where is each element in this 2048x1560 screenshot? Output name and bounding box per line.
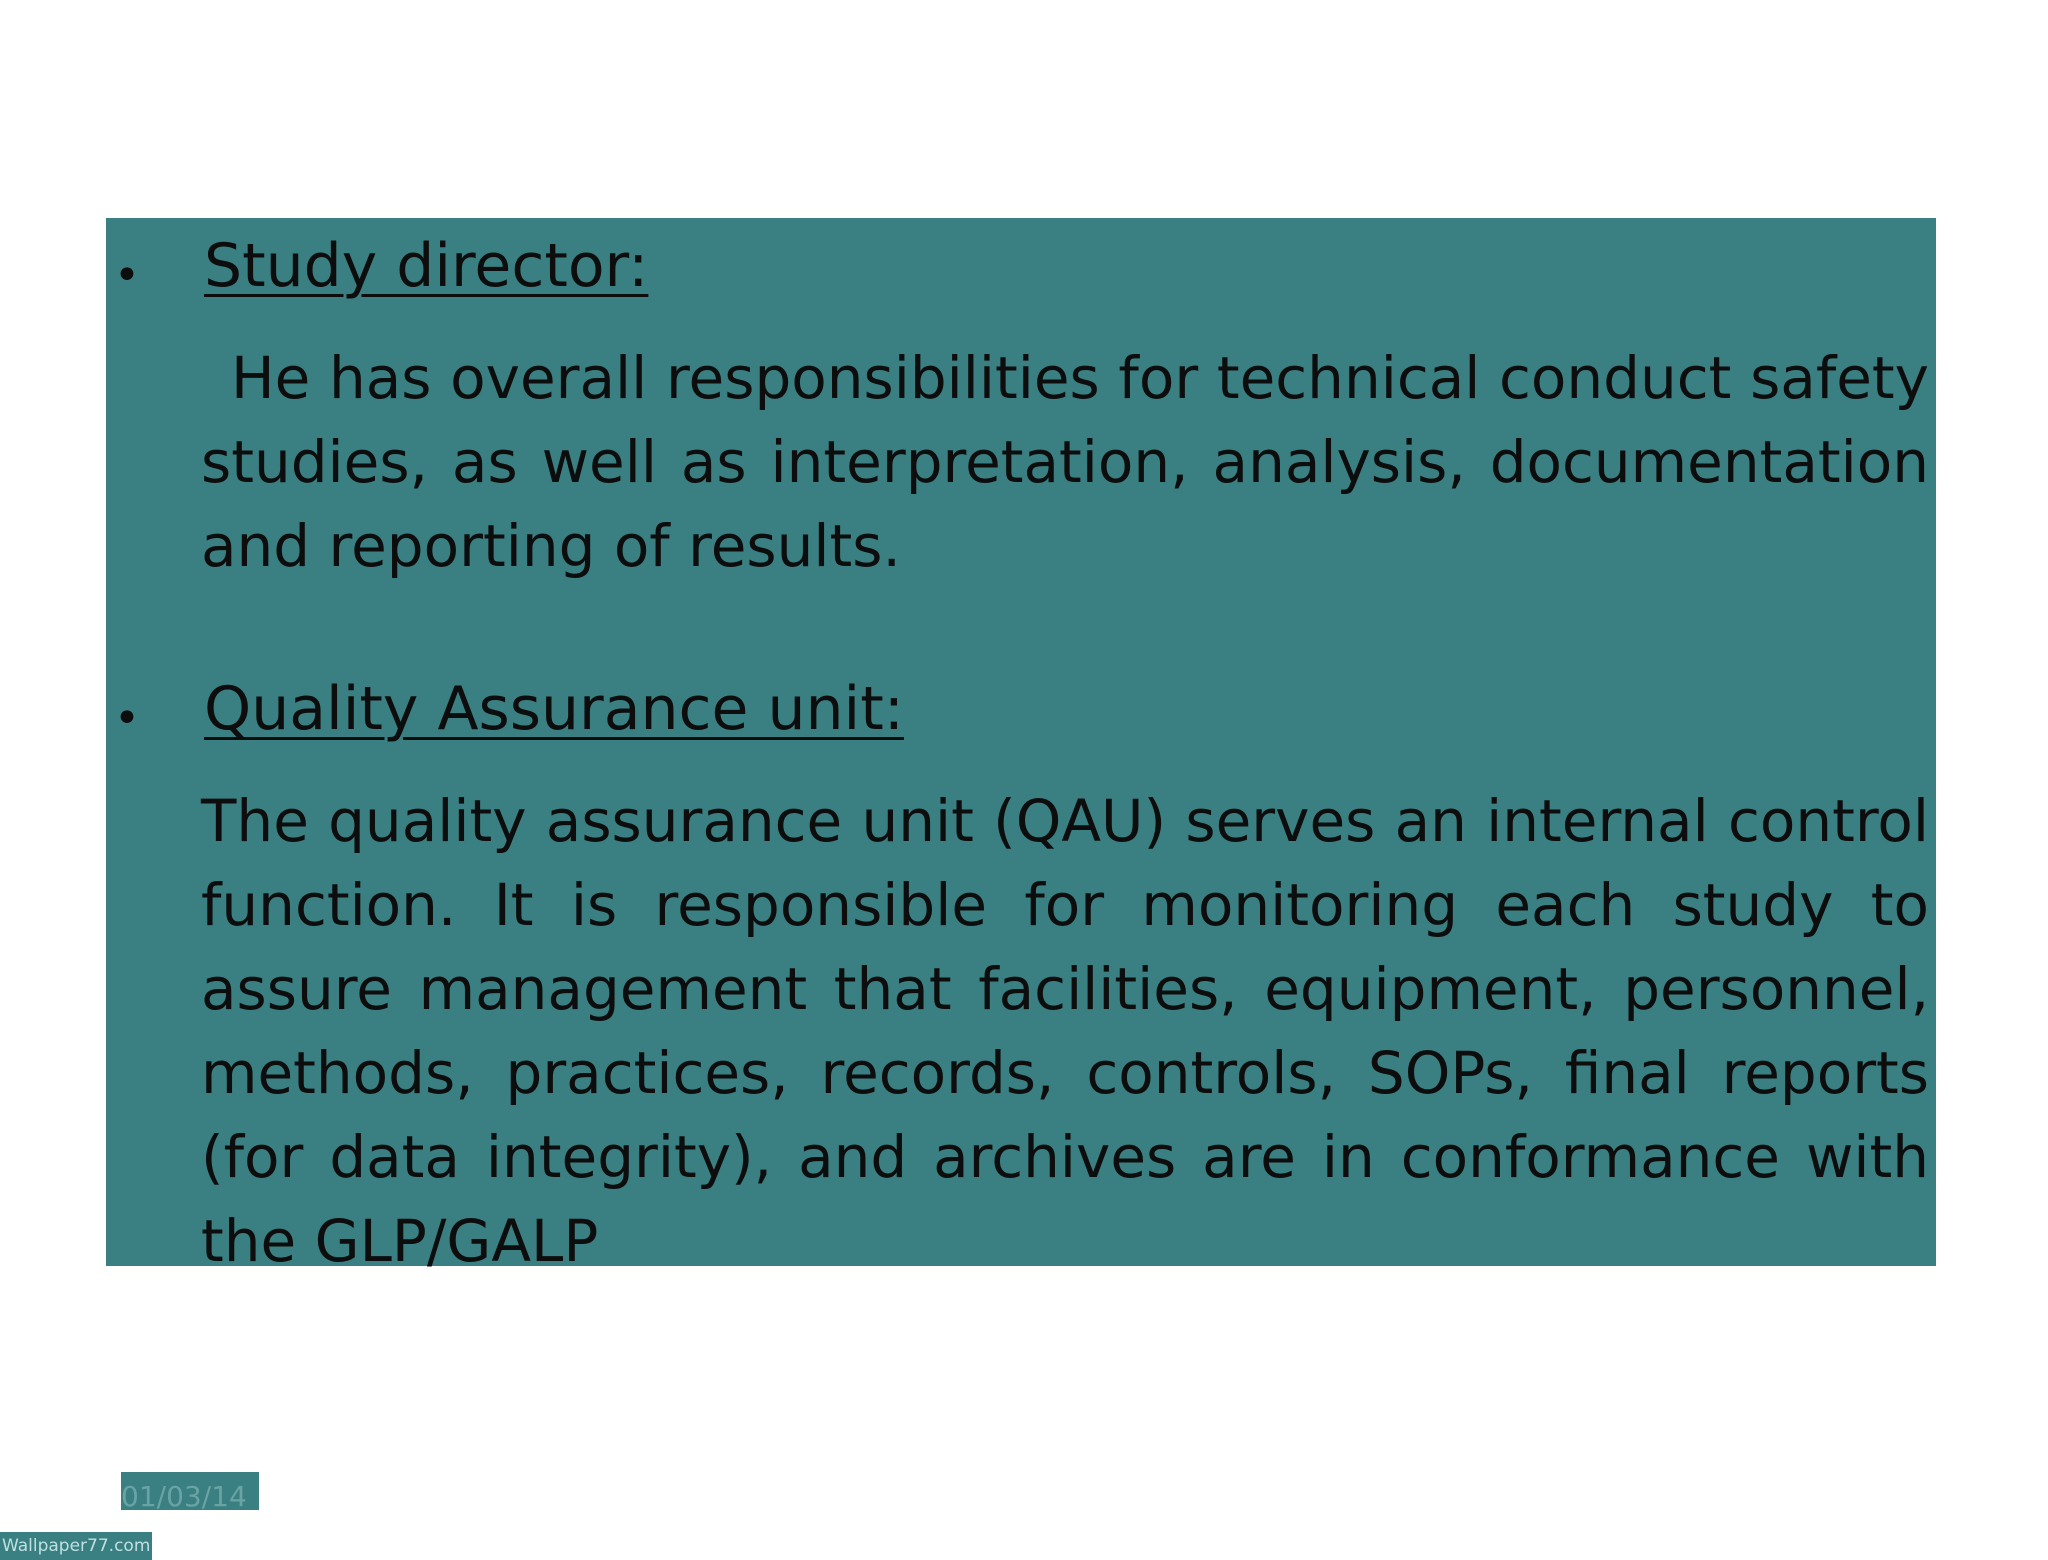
section-heading: Quality Assurance unit: bbox=[204, 674, 904, 744]
content-panel bbox=[106, 218, 1936, 1275]
watermark-text: Wallpaper77.com bbox=[0, 1532, 152, 1560]
section-body: The quality assurance unit (QAU) serves an internal control function. It is responsible for monitoring each study to assure management that facilities, equipment, personnel, methods, practices, records, controls, SOPs, final reports (for data integrity), and archives are in conformance with the GLP/GALP bbox=[201, 787, 1929, 1275]
slide-date: 01/03/14 bbox=[121, 1472, 259, 1510]
bullet-icon: • bbox=[114, 693, 140, 744]
bullet-icon: • bbox=[114, 250, 140, 301]
section-heading: Study director: bbox=[204, 231, 649, 301]
section-body: He has overall responsibilities for technical conduct safety studies, as well as interpretation, analysis, documentation and reporting of results. bbox=[201, 344, 1929, 580]
